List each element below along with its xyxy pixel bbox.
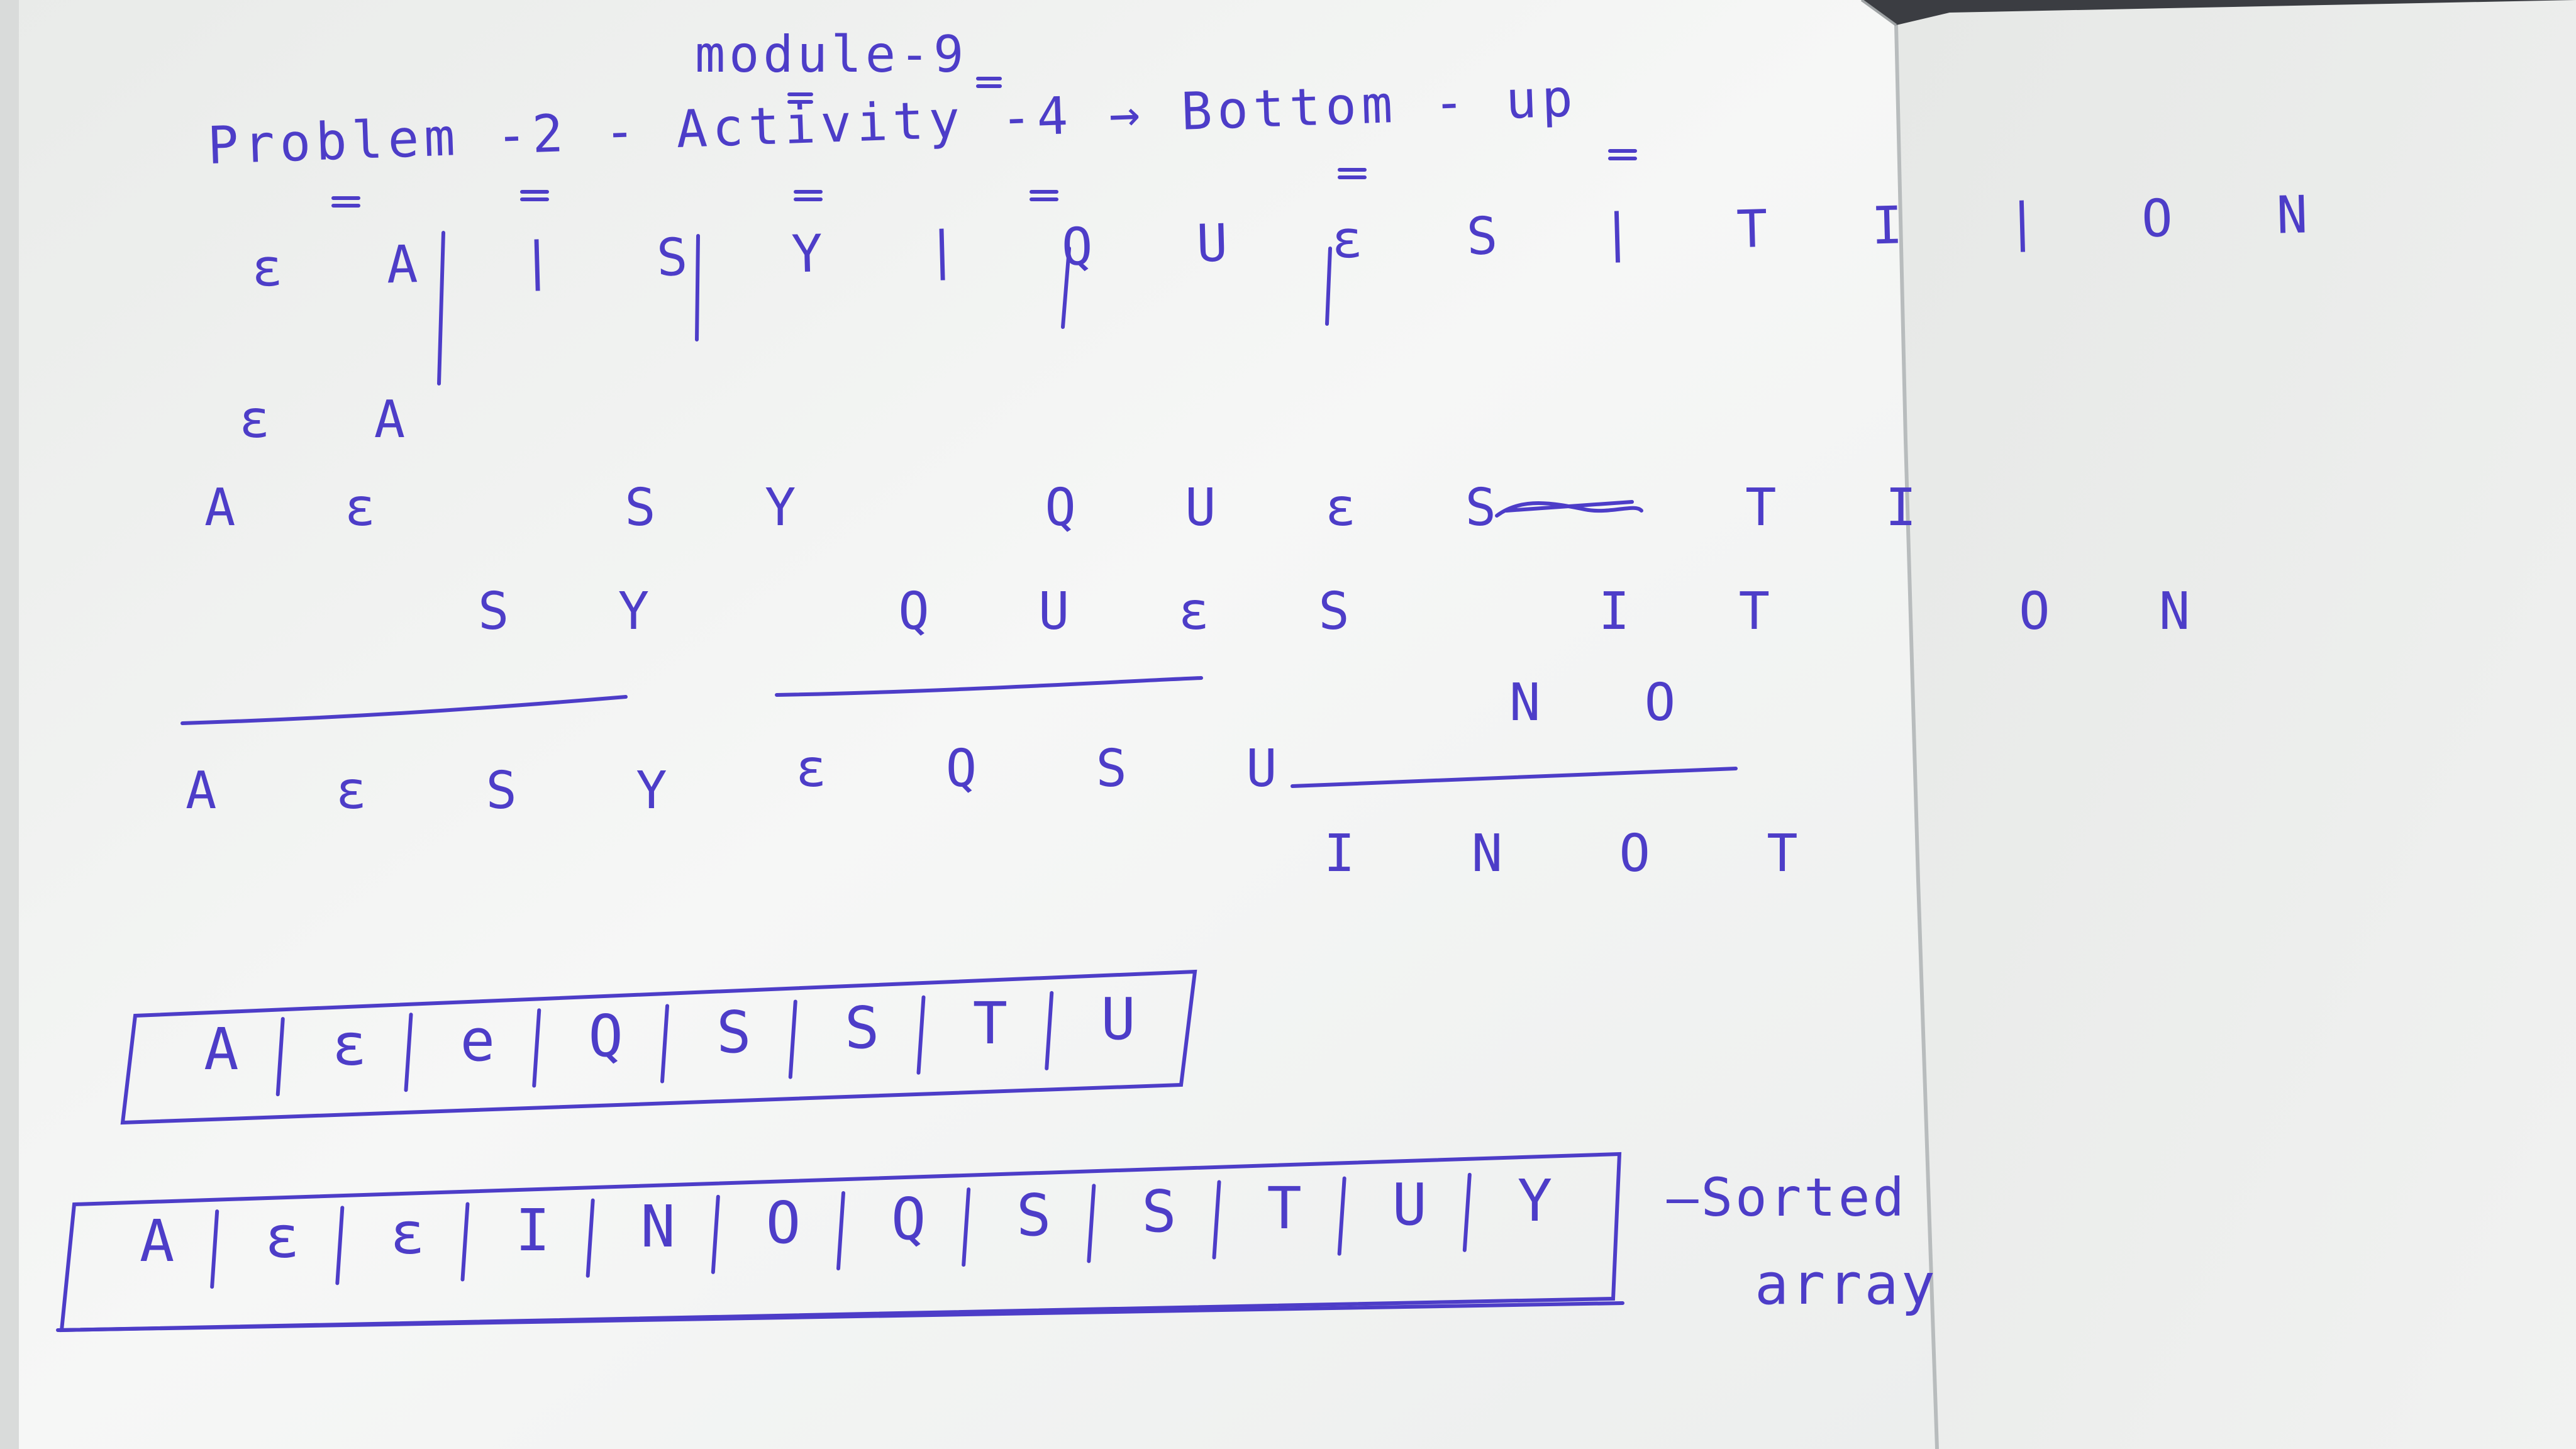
row-no: N O [1509, 673, 1713, 733]
partial-array-cell: Q [588, 1002, 623, 1070]
partial-array-cell: S [716, 998, 752, 1066]
partial-array-cell: e [460, 1007, 496, 1075]
sorted-array-cell: ε [265, 1204, 300, 1272]
row-pairs-1: A ε S Y Q U ε S T I [204, 478, 1956, 538]
module-title: module-9 [695, 25, 968, 84]
partial-array-cell: A [204, 1016, 239, 1083]
partial-array-cell: S [844, 994, 880, 1062]
merged-left: A ε S Y [186, 761, 711, 821]
row-ea: ε A [239, 390, 442, 450]
sorted-array-cell: Q [891, 1185, 926, 1253]
partial-array-cell: U [1101, 985, 1136, 1053]
sorted-label-line1: —Sorted [1667, 1167, 1907, 1228]
sorted-array-cell: Y [1517, 1167, 1553, 1235]
sorted-label-line2: array [1755, 1252, 1938, 1318]
merged-mid: ε Q S U [796, 739, 1321, 799]
merged-right: I N O T [1324, 824, 1841, 884]
sorted-array-cell: U [1392, 1170, 1427, 1238]
row-pairs-2: S Y Q U ε S I T O N [478, 582, 2229, 641]
sorted-array-cell: O [765, 1189, 801, 1257]
split-row: ε A | S Y | Q U ε S | T I | O N [250, 184, 2345, 299]
problem-line: Problem -2 - Activity -4 → Bottom - up [206, 68, 1579, 176]
sorted-array-cell: N [640, 1192, 675, 1260]
sorted-array-cell: ε [390, 1200, 425, 1268]
sorted-array-cell: S [1141, 1178, 1177, 1246]
sorted-array-cell: A [139, 1208, 175, 1275]
partial-array-cell: T [972, 989, 1008, 1057]
sorted-array-cell: I [515, 1196, 550, 1264]
partial-array-cell: ε [331, 1011, 367, 1079]
sorted-array-cell: T [1267, 1174, 1302, 1242]
sorted-array-cell: S [1016, 1182, 1052, 1250]
